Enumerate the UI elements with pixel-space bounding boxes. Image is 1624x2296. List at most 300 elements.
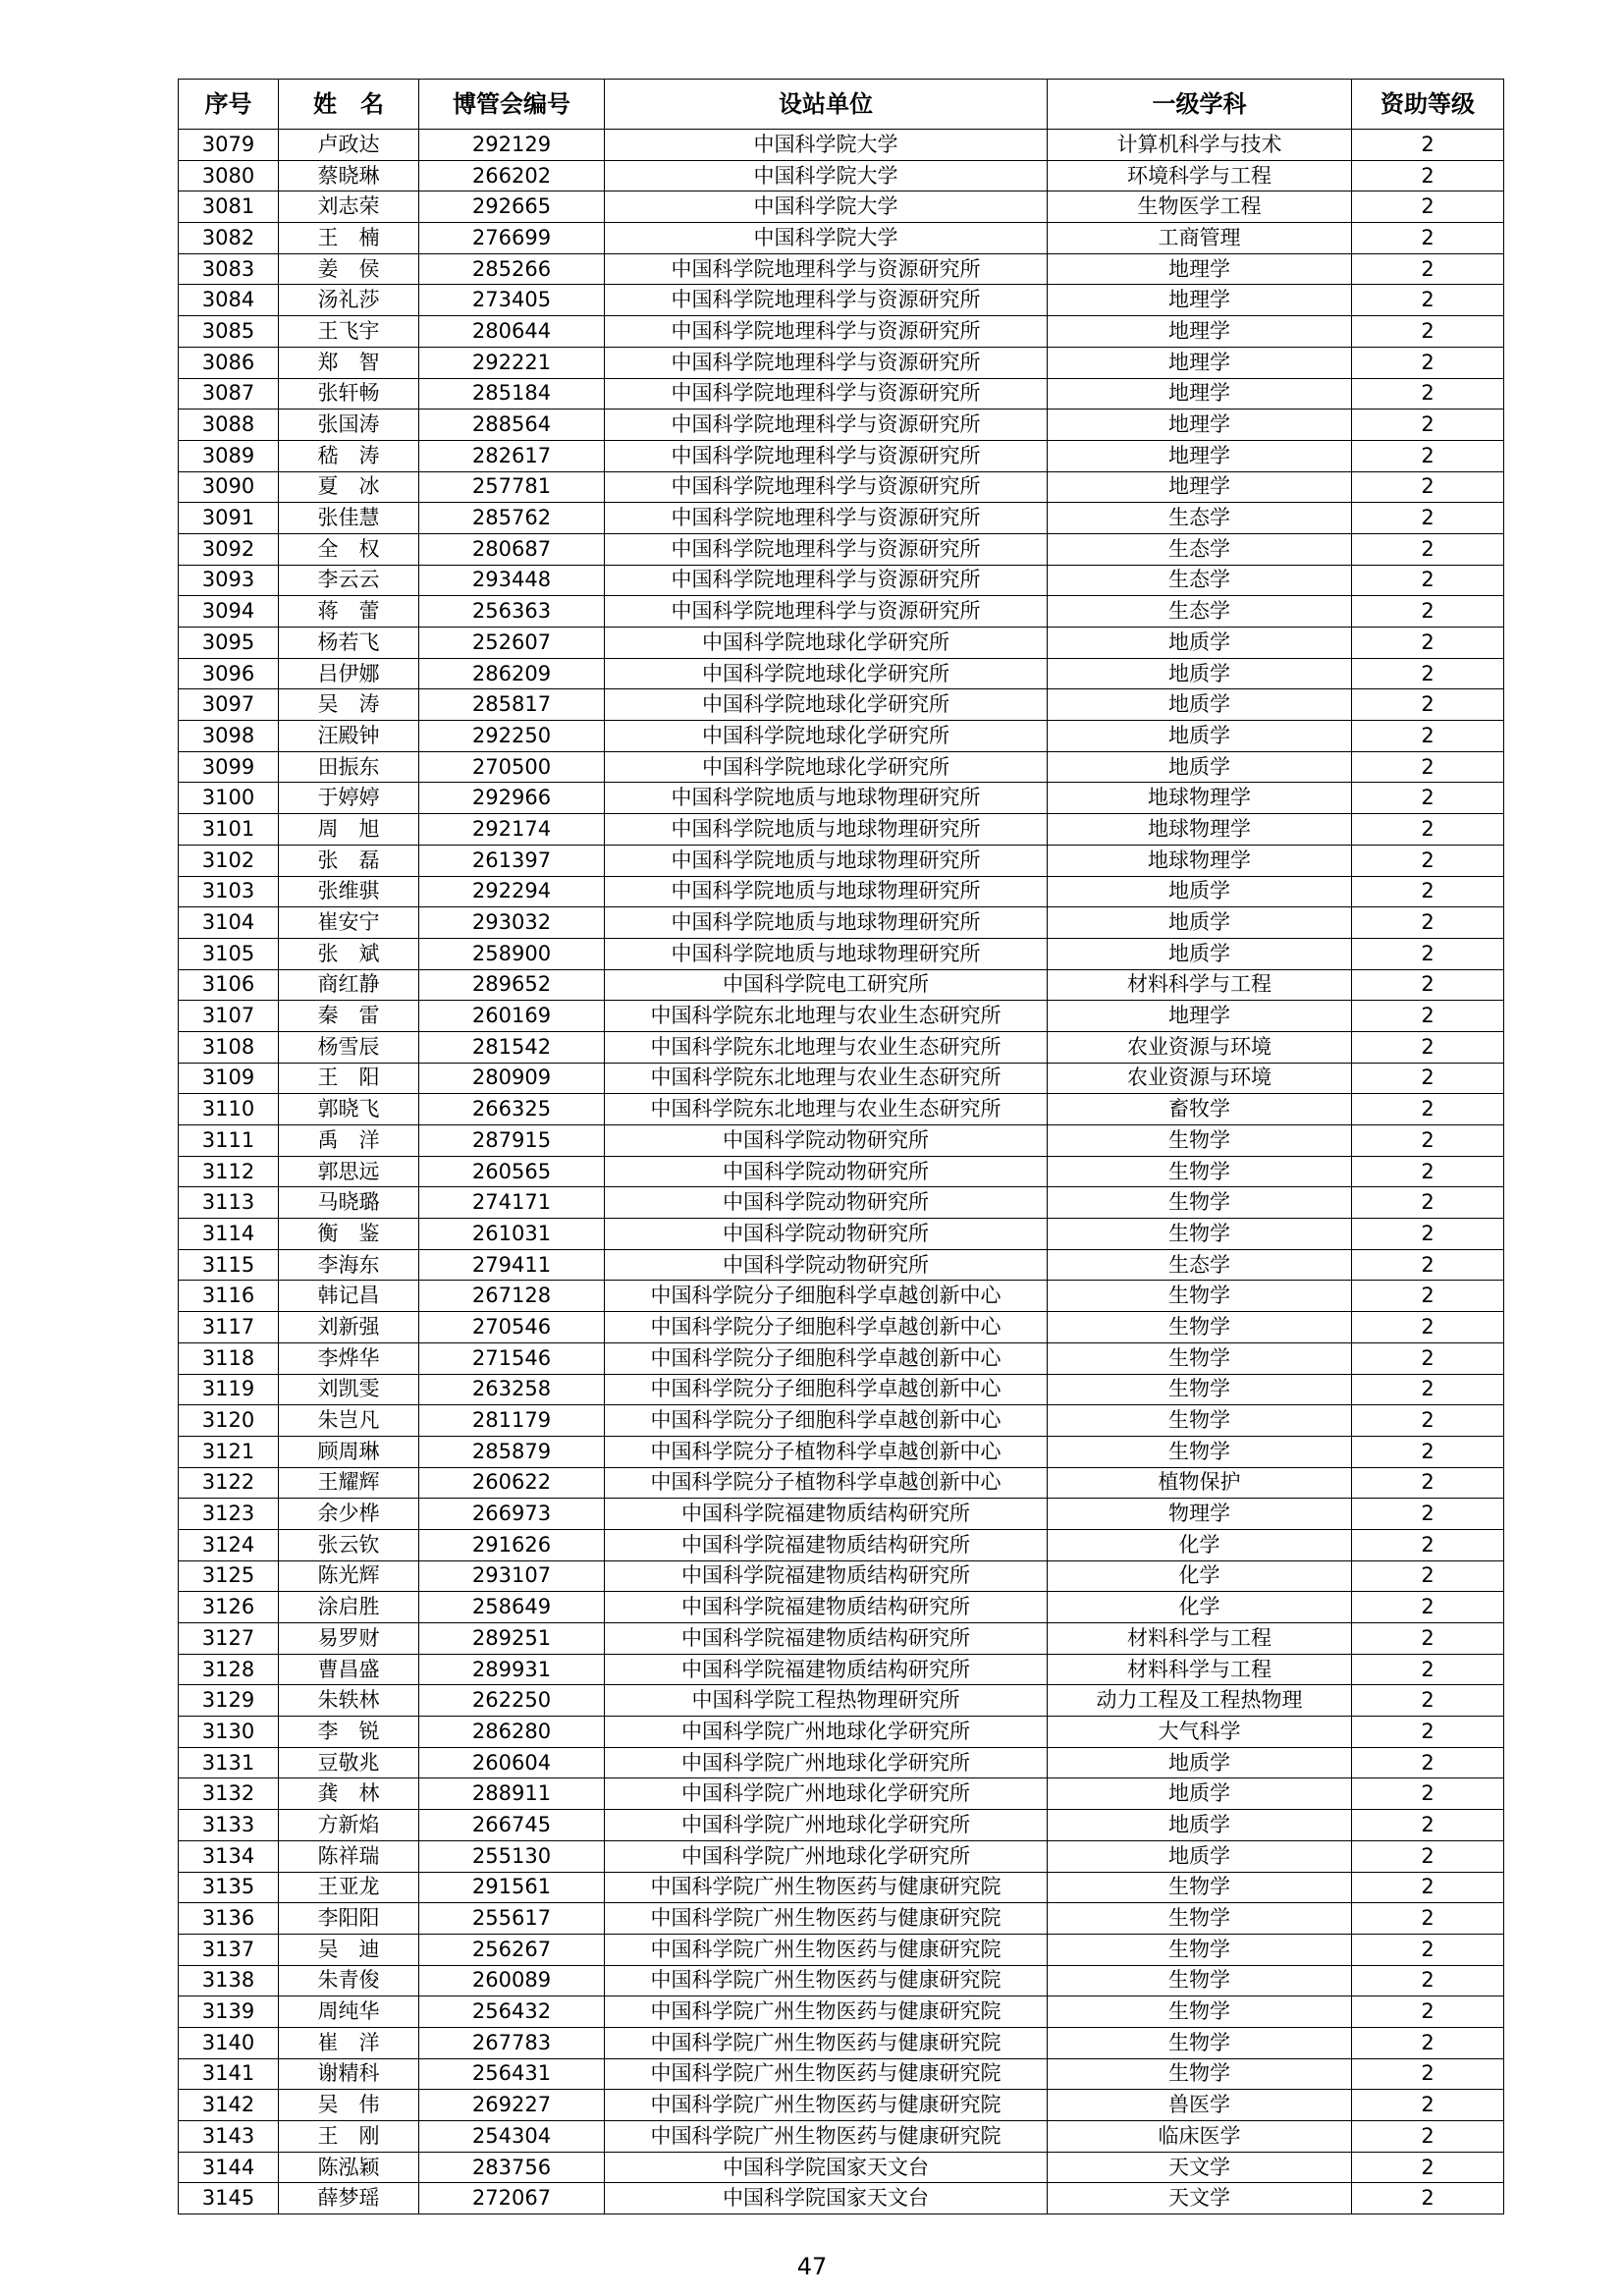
cell-name: 朱岂凡: [279, 1405, 419, 1437]
table-row: [179, 938, 1504, 969]
cell-name: 龚 林: [279, 1778, 419, 1810]
cell-serial: 3145: [179, 2183, 279, 2214]
cell-grade: 2: [1352, 223, 1504, 254]
cell-institution: 中国科学院地球化学研究所: [605, 751, 1048, 783]
cell-grade: 2: [1352, 503, 1504, 534]
table-row: [179, 1965, 1504, 1996]
page-number: 47: [796, 2253, 828, 2280]
table-row: [179, 1001, 1504, 1032]
table-row: [179, 628, 1504, 659]
cell-institution: 中国科学院分子植物科学卓越创新中心: [605, 1467, 1048, 1499]
cell-grade: 2: [1352, 2090, 1504, 2121]
cell-institution: 中国科学院动物研究所: [605, 1219, 1048, 1250]
cell-grade: 2: [1352, 1872, 1504, 1903]
cell-grade: 2: [1352, 533, 1504, 565]
cell-institution: 中国科学院动物研究所: [605, 1125, 1048, 1157]
cell-grade: 2: [1352, 1592, 1504, 1623]
cell-id: 256431: [419, 2058, 605, 2090]
cell-grade: 2: [1352, 1436, 1504, 1467]
cell-name: 陈祥瑞: [279, 1840, 419, 1872]
cell-serial: 3100: [179, 783, 279, 814]
cell-name: 秦 雷: [279, 1001, 419, 1032]
cell-discipline: 生态学: [1048, 1249, 1352, 1281]
cell-institution: 中国科学院分子细胞科学卓越创新中心: [605, 1374, 1048, 1405]
cell-grade: 2: [1352, 1810, 1504, 1841]
cell-institution: 中国科学院分子细胞科学卓越创新中心: [605, 1281, 1048, 1312]
table-row: [179, 2058, 1504, 2090]
cell-discipline: 生物学: [1048, 1219, 1352, 1250]
cell-discipline: 兽医学: [1048, 2090, 1352, 2121]
cell-institution: 中国科学院国家天文台: [605, 2152, 1048, 2183]
cell-name: 易罗财: [279, 1623, 419, 1655]
cell-serial: 3083: [179, 253, 279, 285]
cell-id: 267783: [419, 2027, 605, 2058]
cell-id: 287915: [419, 1125, 605, 1157]
cell-institution: 中国科学院国家天文台: [605, 2183, 1048, 2214]
cell-discipline: 材料科学与工程: [1048, 1654, 1352, 1685]
cell-serial: 3129: [179, 1685, 279, 1717]
cell-discipline: 计算机科学与技术: [1048, 130, 1352, 161]
cell-serial: 3120: [179, 1405, 279, 1437]
cell-institution: 中国科学院分子细胞科学卓越创新中心: [605, 1405, 1048, 1437]
table-row: [179, 2090, 1504, 2121]
cell-discipline: 大气科学: [1048, 1717, 1352, 1748]
col-header-discipline: 一级学科: [1048, 80, 1352, 130]
cell-grade: 2: [1352, 440, 1504, 471]
table-row: [179, 1187, 1504, 1219]
header-row: [179, 80, 1504, 130]
cell-discipline: 生物医学工程: [1048, 191, 1352, 223]
table-row: [179, 1840, 1504, 1872]
cell-serial: 3091: [179, 503, 279, 534]
table-body: [179, 130, 1504, 2214]
cell-institution: 中国科学院地理科学与资源研究所: [605, 347, 1048, 378]
cell-institution: 中国科学院分子植物科学卓越创新中心: [605, 1436, 1048, 1467]
cell-grade: 2: [1352, 191, 1504, 223]
table-row: [179, 1747, 1504, 1778]
cell-name: 杨若飞: [279, 628, 419, 659]
cell-serial: 3118: [179, 1342, 279, 1374]
cell-serial: 3094: [179, 596, 279, 628]
cell-discipline: 化学: [1048, 1560, 1352, 1592]
cell-grade: 2: [1352, 347, 1504, 378]
cell-serial: 3082: [179, 223, 279, 254]
cell-serial: 3109: [179, 1063, 279, 1094]
cell-id: 289931: [419, 1654, 605, 1685]
cell-discipline: 地理学: [1048, 471, 1352, 503]
cell-institution: 中国科学院广州地球化学研究所: [605, 1747, 1048, 1778]
cell-id: 292294: [419, 876, 605, 907]
cell-discipline: 地理学: [1048, 1001, 1352, 1032]
table-row: [179, 1374, 1504, 1405]
cell-discipline: 生物学: [1048, 1965, 1352, 1996]
cell-serial: 3131: [179, 1747, 279, 1778]
cell-id: 260604: [419, 1747, 605, 1778]
cell-name: 刘凯雯: [279, 1374, 419, 1405]
cell-id: 262250: [419, 1685, 605, 1717]
table-row: [179, 160, 1504, 191]
cell-institution: 中国科学院东北地理与农业生态研究所: [605, 1001, 1048, 1032]
cell-discipline: 地理学: [1048, 316, 1352, 348]
cell-grade: 2: [1352, 1094, 1504, 1125]
cell-grade: 2: [1352, 2027, 1504, 2058]
col-header-institution: 设站单位: [605, 80, 1048, 130]
cell-name: 张国涛: [279, 410, 419, 441]
cell-serial: 3108: [179, 1031, 279, 1063]
cell-name: 刘志荣: [279, 191, 419, 223]
cell-name: 于婷婷: [279, 783, 419, 814]
cell-id: 266973: [419, 1499, 605, 1530]
cell-serial: 3124: [179, 1529, 279, 1560]
cell-name: 豆敬兆: [279, 1747, 419, 1778]
cell-grade: 2: [1352, 938, 1504, 969]
cell-id: 254304: [419, 2121, 605, 2153]
cell-id: 292174: [419, 814, 605, 846]
cell-grade: 2: [1352, 1249, 1504, 1281]
table-row: [179, 1342, 1504, 1374]
cell-serial: 3143: [179, 2121, 279, 2153]
cell-discipline: 材料科学与工程: [1048, 969, 1352, 1001]
cell-name: 吴 伟: [279, 2090, 419, 2121]
cell-institution: 中国科学院广州生物医药与健康研究院: [605, 1996, 1048, 2028]
cell-id: 260169: [419, 1001, 605, 1032]
cell-grade: 2: [1352, 285, 1504, 316]
cell-name: 李阳阳: [279, 1903, 419, 1935]
cell-institution: 中国科学院工程热物理研究所: [605, 1685, 1048, 1717]
cell-grade: 2: [1352, 1778, 1504, 1810]
cell-name: 汤礼莎: [279, 285, 419, 316]
cell-grade: 2: [1352, 969, 1504, 1001]
cell-name: 韩记昌: [279, 1281, 419, 1312]
cell-discipline: 地理学: [1048, 378, 1352, 410]
cell-institution: 中国科学院地理科学与资源研究所: [605, 440, 1048, 471]
cell-serial: 3097: [179, 689, 279, 721]
table-row: [179, 253, 1504, 285]
table-row: [179, 1281, 1504, 1312]
cell-institution: 中国科学院地理科学与资源研究所: [605, 378, 1048, 410]
cell-name: 薛梦瑶: [279, 2183, 419, 2214]
cell-grade: 2: [1352, 721, 1504, 752]
cell-name: 谢精科: [279, 2058, 419, 2090]
cell-grade: 2: [1352, 596, 1504, 628]
cell-id: 261031: [419, 1219, 605, 1250]
cell-grade: 2: [1352, 689, 1504, 721]
cell-serial: 3095: [179, 628, 279, 659]
cell-grade: 2: [1352, 130, 1504, 161]
cell-name: 李烨华: [279, 1342, 419, 1374]
cell-id: 258900: [419, 938, 605, 969]
cell-discipline: 材料科学与工程: [1048, 1623, 1352, 1655]
cell-serial: 3102: [179, 845, 279, 876]
cell-discipline: 生物学: [1048, 1125, 1352, 1157]
cell-id: 292250: [419, 721, 605, 752]
cell-grade: 2: [1352, 410, 1504, 441]
cell-institution: 中国科学院广州地球化学研究所: [605, 1778, 1048, 1810]
col-header-name: 姓 名: [279, 80, 419, 130]
cell-institution: 中国科学院福建物质结构研究所: [605, 1623, 1048, 1655]
cell-institution: 中国科学院动物研究所: [605, 1187, 1048, 1219]
cell-name: 禹 洋: [279, 1125, 419, 1157]
cell-grade: 2: [1352, 2058, 1504, 2090]
cell-name: 吕伊娜: [279, 658, 419, 689]
cell-discipline: 生物学: [1048, 1312, 1352, 1343]
cell-serial: 3107: [179, 1001, 279, 1032]
cell-discipline: 地质学: [1048, 938, 1352, 969]
table-row: [179, 440, 1504, 471]
cell-id: 293032: [419, 907, 605, 939]
cell-discipline: 化学: [1048, 1529, 1352, 1560]
cell-name: 李 锐: [279, 1717, 419, 1748]
cell-name: 吴 涛: [279, 689, 419, 721]
cell-institution: 中国科学院动物研究所: [605, 1156, 1048, 1187]
table-row: [179, 751, 1504, 783]
cell-serial: 3092: [179, 533, 279, 565]
cell-discipline: 地理学: [1048, 440, 1352, 471]
cell-grade: 2: [1352, 2183, 1504, 2214]
cell-discipline: 动力工程及工程热物理: [1048, 1685, 1352, 1717]
cell-institution: 中国科学院电工研究所: [605, 969, 1048, 1001]
table-row: [179, 503, 1504, 534]
cell-grade: 2: [1352, 1342, 1504, 1374]
table-row: [179, 1717, 1504, 1748]
cell-name: 顾周琳: [279, 1436, 419, 1467]
cell-name: 王耀辉: [279, 1467, 419, 1499]
cell-institution: 中国科学院分子细胞科学卓越创新中心: [605, 1342, 1048, 1374]
table-row: [179, 130, 1504, 161]
cell-discipline: 生物学: [1048, 1996, 1352, 2028]
cell-discipline: 地质学: [1048, 1747, 1352, 1778]
cell-discipline: 临床医学: [1048, 2121, 1352, 2153]
cell-serial: 3122: [179, 1467, 279, 1499]
cell-id: 291626: [419, 1529, 605, 1560]
cell-discipline: 天文学: [1048, 2152, 1352, 2183]
cell-serial: 3132: [179, 1778, 279, 1810]
table-row: [179, 1156, 1504, 1187]
cell-grade: 2: [1352, 1187, 1504, 1219]
table-row: [179, 1996, 1504, 2028]
cell-institution: 中国科学院地理科学与资源研究所: [605, 533, 1048, 565]
cell-discipline: 地质学: [1048, 721, 1352, 752]
cell-name: 王亚龙: [279, 1872, 419, 1903]
cell-discipline: 生物学: [1048, 1281, 1352, 1312]
cell-grade: 2: [1352, 1529, 1504, 1560]
cell-discipline: 生物学: [1048, 1187, 1352, 1219]
cell-id: 266202: [419, 160, 605, 191]
table-row: [179, 1623, 1504, 1655]
cell-name: 刘新强: [279, 1312, 419, 1343]
cell-discipline: 生物学: [1048, 1374, 1352, 1405]
cell-name: 王 刚: [279, 2121, 419, 2153]
cell-name: 朱轶林: [279, 1685, 419, 1717]
cell-serial: 3123: [179, 1499, 279, 1530]
cell-serial: 3087: [179, 378, 279, 410]
cell-serial: 3103: [179, 876, 279, 907]
cell-name: 杨雪辰: [279, 1031, 419, 1063]
cell-serial: 3105: [179, 938, 279, 969]
cell-grade: 2: [1352, 1405, 1504, 1437]
cell-id: 291561: [419, 1872, 605, 1903]
cell-institution: 中国科学院分子细胞科学卓越创新中心: [605, 1312, 1048, 1343]
cell-id: 255617: [419, 1903, 605, 1935]
cell-discipline: 地质学: [1048, 1840, 1352, 1872]
cell-name: 李云云: [279, 565, 419, 596]
cell-discipline: 地理学: [1048, 410, 1352, 441]
cell-discipline: 地质学: [1048, 876, 1352, 907]
cell-id: 288911: [419, 1778, 605, 1810]
cell-institution: 中国科学院东北地理与农业生态研究所: [605, 1094, 1048, 1125]
cell-id: 271546: [419, 1342, 605, 1374]
table-row: [179, 285, 1504, 316]
cell-discipline: 地质学: [1048, 907, 1352, 939]
cell-id: 269227: [419, 2090, 605, 2121]
cell-name: 夏 冰: [279, 471, 419, 503]
cell-id: 281179: [419, 1405, 605, 1437]
cell-id: 258649: [419, 1592, 605, 1623]
table-row: [179, 2152, 1504, 2183]
cell-serial: 3088: [179, 410, 279, 441]
cell-discipline: 地质学: [1048, 628, 1352, 659]
cell-institution: 中国科学院东北地理与农业生态研究所: [605, 1031, 1048, 1063]
cell-serial: 3140: [179, 2027, 279, 2058]
cell-institution: 中国科学院东北地理与农业生态研究所: [605, 1063, 1048, 1094]
cell-serial: 3133: [179, 1810, 279, 1841]
cell-grade: 2: [1352, 1063, 1504, 1094]
cell-institution: 中国科学院广州生物医药与健康研究院: [605, 2027, 1048, 2058]
cell-id: 255130: [419, 1840, 605, 1872]
cell-discipline: 化学: [1048, 1592, 1352, 1623]
table-row: [179, 1125, 1504, 1157]
cell-id: 289652: [419, 969, 605, 1001]
cell-id: 288564: [419, 410, 605, 441]
cell-discipline: 物理学: [1048, 1499, 1352, 1530]
cell-discipline: 生态学: [1048, 596, 1352, 628]
cell-grade: 2: [1352, 628, 1504, 659]
cell-institution: 中国科学院地球化学研究所: [605, 658, 1048, 689]
table-row: [179, 2183, 1504, 2214]
cell-discipline: 地球物理学: [1048, 814, 1352, 846]
cell-id: 285817: [419, 689, 605, 721]
postdoc-funding-table: [178, 79, 1504, 2214]
cell-grade: 2: [1352, 1499, 1504, 1530]
cell-discipline: 地理学: [1048, 285, 1352, 316]
cell-serial: 3096: [179, 658, 279, 689]
cell-institution: 中国科学院大学: [605, 191, 1048, 223]
cell-grade: 2: [1352, 2152, 1504, 2183]
cell-serial: 3079: [179, 130, 279, 161]
cell-name: 蒋 蕾: [279, 596, 419, 628]
cell-serial: 3110: [179, 1094, 279, 1125]
cell-institution: 中国科学院地质与地球物理研究所: [605, 814, 1048, 846]
table-row: [179, 533, 1504, 565]
cell-name: 郭晓飞: [279, 1094, 419, 1125]
cell-serial: 3128: [179, 1654, 279, 1685]
table-row: [179, 596, 1504, 628]
cell-id: 276699: [419, 223, 605, 254]
cell-discipline: 畜牧学: [1048, 1094, 1352, 1125]
cell-id: 289251: [419, 1623, 605, 1655]
cell-name: 涂启胜: [279, 1592, 419, 1623]
cell-institution: 中国科学院广州生物医药与健康研究院: [605, 1934, 1048, 1965]
cell-institution: 中国科学院地球化学研究所: [605, 628, 1048, 659]
cell-id: 266745: [419, 1810, 605, 1841]
cell-institution: 中国科学院福建物质结构研究所: [605, 1499, 1048, 1530]
table-row: [179, 845, 1504, 876]
cell-name: 田振东: [279, 751, 419, 783]
cell-id: 285184: [419, 378, 605, 410]
cell-discipline: 生物学: [1048, 1436, 1352, 1467]
cell-institution: 中国科学院动物研究所: [605, 1249, 1048, 1281]
table-row: [179, 1405, 1504, 1437]
cell-serial: 3125: [179, 1560, 279, 1592]
cell-name: 汪殿钟: [279, 721, 419, 752]
cell-name: 马晓璐: [279, 1187, 419, 1219]
cell-id: 283756: [419, 2152, 605, 2183]
cell-name: 方新焰: [279, 1810, 419, 1841]
cell-name: 周 旭: [279, 814, 419, 846]
cell-grade: 2: [1352, 1623, 1504, 1655]
cell-name: 商红静: [279, 969, 419, 1001]
cell-institution: 中国科学院广州生物医药与健康研究院: [605, 1965, 1048, 1996]
cell-institution: 中国科学院广州生物医药与健康研究院: [605, 1872, 1048, 1903]
table-row: [179, 410, 1504, 441]
cell-serial: 3134: [179, 1840, 279, 1872]
cell-grade: 2: [1352, 1031, 1504, 1063]
table-row: [179, 1560, 1504, 1592]
table-row: [179, 783, 1504, 814]
cell-name: 崔 洋: [279, 2027, 419, 2058]
cell-name: 张 斌: [279, 938, 419, 969]
cell-discipline: 生物学: [1048, 1342, 1352, 1374]
table-row: [179, 1778, 1504, 1810]
cell-serial: 3142: [179, 2090, 279, 2121]
cell-name: 曹昌盛: [279, 1654, 419, 1685]
cell-name: 全 权: [279, 533, 419, 565]
cell-serial: 3139: [179, 1996, 279, 2028]
table-row: [179, 1499, 1504, 1530]
cell-id: 263258: [419, 1374, 605, 1405]
cell-id: 266325: [419, 1094, 605, 1125]
col-header-serial: 序号: [179, 80, 279, 130]
cell-institution: 中国科学院广州地球化学研究所: [605, 1717, 1048, 1748]
cell-grade: 2: [1352, 1717, 1504, 1748]
cell-name: 王飞宇: [279, 316, 419, 348]
cell-serial: 3104: [179, 907, 279, 939]
cell-serial: 3086: [179, 347, 279, 378]
col-header-id: 博管会编号: [419, 80, 605, 130]
cell-discipline: 生物学: [1048, 1405, 1352, 1437]
cell-name: 姜 侯: [279, 253, 419, 285]
cell-name: 张轩畅: [279, 378, 419, 410]
cell-grade: 2: [1352, 1156, 1504, 1187]
cell-institution: 中国科学院地质与地球物理研究所: [605, 876, 1048, 907]
cell-grade: 2: [1352, 1654, 1504, 1685]
cell-name: 王 阳: [279, 1063, 419, 1094]
cell-discipline: 天文学: [1048, 2183, 1352, 2214]
cell-name: 郭思远: [279, 1156, 419, 1187]
cell-id: 280909: [419, 1063, 605, 1094]
cell-id: 274171: [419, 1187, 605, 1219]
cell-id: 256267: [419, 1934, 605, 1965]
cell-id: 270546: [419, 1312, 605, 1343]
cell-institution: 中国科学院福建物质结构研究所: [605, 1654, 1048, 1685]
cell-discipline: 地质学: [1048, 658, 1352, 689]
cell-institution: 中国科学院地理科学与资源研究所: [605, 316, 1048, 348]
cell-id: 280644: [419, 316, 605, 348]
cell-discipline: 地质学: [1048, 1810, 1352, 1841]
cell-grade: 2: [1352, 751, 1504, 783]
cell-discipline: 工商管理: [1048, 223, 1352, 254]
cell-discipline: 生态学: [1048, 565, 1352, 596]
